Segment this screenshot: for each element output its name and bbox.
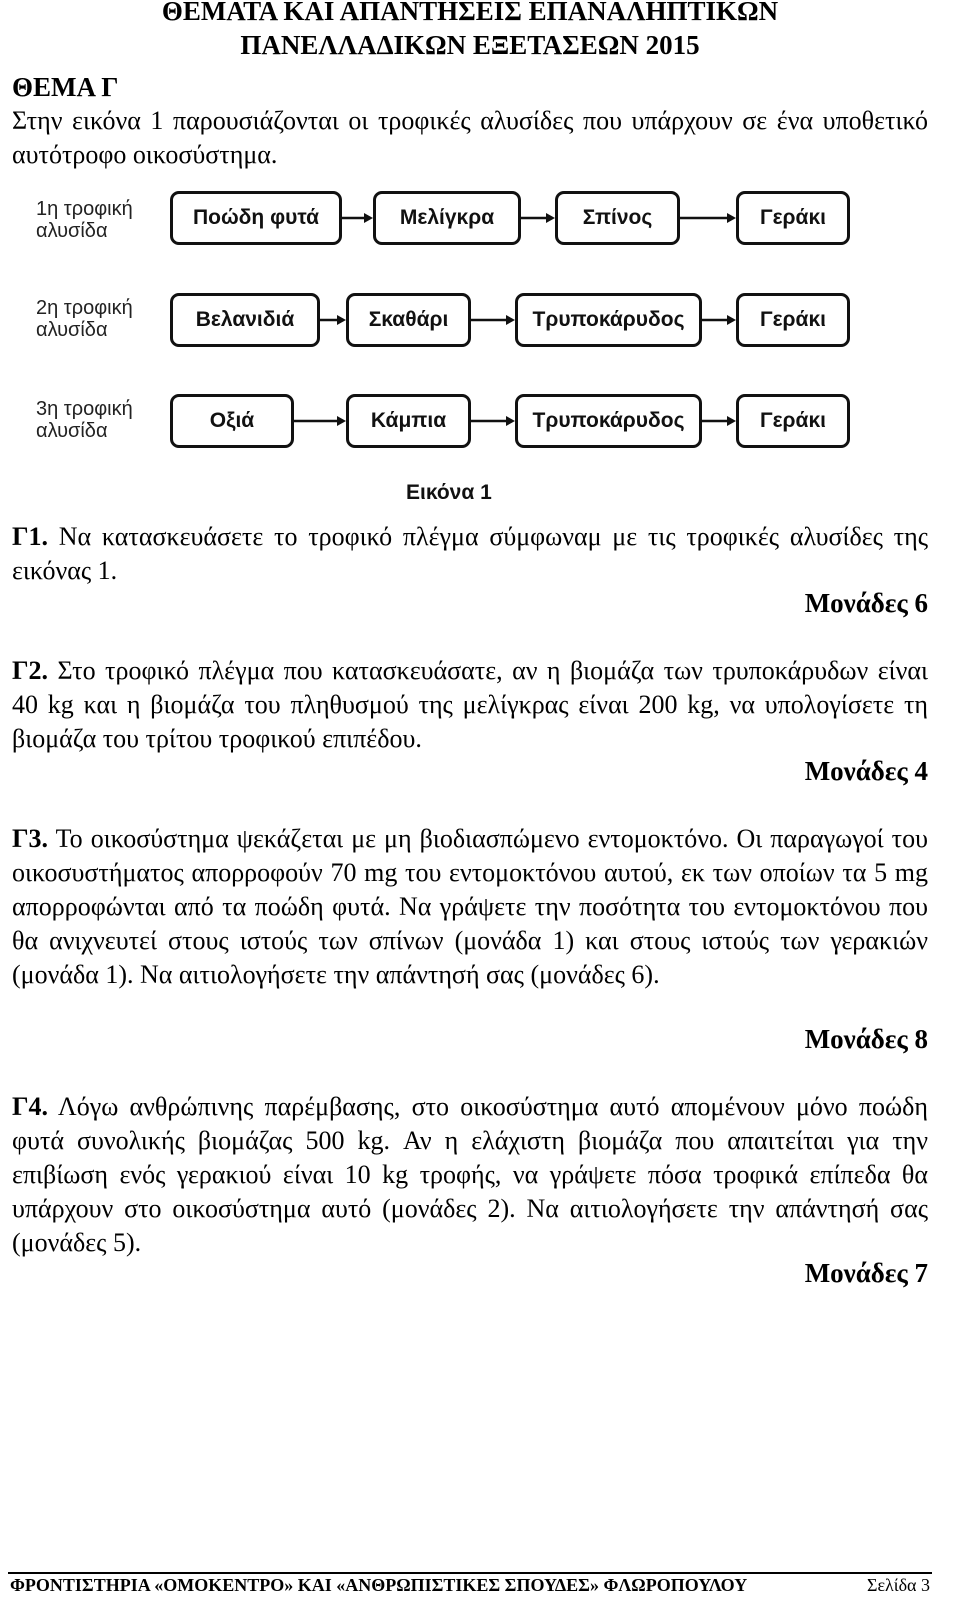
arrow-right-icon — [342, 212, 373, 224]
arrow-right-icon — [320, 314, 346, 326]
chain1-node-finch: Σπίνος — [555, 191, 680, 245]
chain2-node-oak: Βελανιδιά — [170, 293, 320, 347]
page-number: Σελίδα 3 — [866, 1575, 930, 1595]
chain1-node-herbaceous-plants: Ποώδη φυτά — [170, 191, 342, 245]
chain-label: 3η τροφική αλυσίδα — [36, 398, 133, 442]
marks-label: Μονάδες 7 — [804, 1258, 928, 1288]
marks-label: Μονάδες 6 — [804, 588, 928, 618]
marks-label: Μονάδες 8 — [804, 1024, 928, 1054]
question-g3 — [12, 822, 928, 992]
question-number: Γ2. — [12, 656, 49, 685]
chain2-node-woodpecker: Τρυποκάρυδος — [515, 293, 702, 347]
arrow-right-icon — [294, 415, 346, 427]
footer-text: ΦΡΟΝΤΙΣΤΗΡΙΑ «ΟΜΟΚΕΝΤΡΟ» ΚΑΙ «ΑΝΘΡΩΠΙΣΤΙΚΕΣ ΣΠΟΥΔΕΣ» ΦΛΩΡΟΠΟΥΛΟΥ — [10, 1575, 748, 1595]
chain-label: 2η τροφική αλυσίδα — [36, 297, 133, 341]
question-text: Στο τροφικό πλέγμα που κατασκευάσατε, αν η βιομάζα των τρυποκάρυδων είναι 40 kg και η βιομάζα του πληθυσμού της μελίγκρας είναι 200 kg, να υπολογίσετε τη βιομάζα του τρίτου τροφικού επιπέδου. — [12, 656, 928, 753]
arrow-right-icon — [680, 212, 736, 224]
chain3-node-woodpecker: Τρυποκάρυδος — [515, 394, 702, 448]
arrow-right-icon — [471, 415, 515, 427]
chain2-node-beetle: Σκαθάρι — [346, 293, 471, 347]
question-number: Γ1. — [12, 522, 49, 551]
page-footer — [10, 1575, 930, 1596]
chain3-node-beech: Οξιά — [170, 394, 294, 448]
chain-label: 1η τροφική αλυσίδα — [36, 198, 133, 242]
question-g1 — [12, 520, 928, 588]
chain1-node-hawk: Γεράκι — [736, 191, 850, 245]
footer-divider — [8, 1572, 932, 1574]
arrow-right-icon — [702, 314, 736, 326]
arrow-right-icon — [471, 314, 515, 326]
chain3-node-caterpillar: Κάμπια — [346, 394, 471, 448]
chain2-node-hawk: Γεράκι — [736, 293, 850, 347]
document-title-line1: ΘΕΜΑΤΑ ΚΑΙ ΑΠΑΝΤΗΣΕΙΣ ΕΠΑΝΑΛΗΠΤΙΚΩΝ — [161, 0, 779, 26]
chain1-node-aphid: Μελίγκρα — [373, 191, 521, 245]
figure-caption: Εικόνα 1 — [406, 481, 492, 504]
marks-label: Μονάδες 4 — [804, 756, 928, 786]
arrow-right-icon — [702, 415, 736, 427]
chain3-node-hawk: Γεράκι — [736, 394, 850, 448]
intro-paragraph: Στην εικόνα 1 παρουσιάζονται οι τροφικές αλυσίδες που υπάρχουν σε ένα υποθετικό αυτότροφο οικοσύστημα. — [12, 106, 928, 169]
question-text: Το οικοσύστημα ψεκάζεται με μη βιοδιασπώμενο εντομοκτόνο. Οι παραγωγοί του οικοσυστήματος απορροφούν 70 mg του εντομοκτόνου αυτού, εκ των οποίων τα 5 mg απορροφώνται από τα ποώδη φυτά. Να γράψετε την ποσότητα του εντομοκτόνου που θα ανιχνευτεί στους ιστούς των σπίνων (μονάδα 1) και στους ιστούς των γερακιών (μονάδα 1). Να αιτιολογήσετε την απάντησή σας (μονάδες 6). — [12, 824, 929, 989]
question-number: Γ3. — [12, 824, 49, 853]
document-title-line2: ΠΑΝΕΛΛΑΔΙΚΩΝ ΕΞΕΤΑΣΕΩΝ 2015 — [240, 30, 700, 60]
question-g4 — [12, 1090, 928, 1260]
section-title: ΘΕΜΑ Γ — [12, 72, 119, 102]
arrow-right-icon — [521, 212, 555, 224]
food-chains-figure — [28, 192, 888, 522]
question-text: Να κατασκευάσετε το τροφικό πλέγμα σύμφωναμ με τις τροφικές αλυσίδες της εικόνας 1. — [12, 522, 929, 585]
question-number: Γ4. — [12, 1092, 49, 1121]
question-g2 — [12, 654, 928, 756]
question-text: Λόγω ανθρώπινης παρέμβασης, στο οικοσύστημα αυτό απομένουν μόνο ποώδη φυτά συνολικής βιομάζας 500 kg. Αν η ελάχιστη βιομάζα που απαιτείται για την επιβίωση ενός γερακιού είναι 10 kg τροφής, να γράψετε πόσα τροφικά επίπεδα θα υπάρχουν στο οικοσύστημα αυτό (μονάδες 2). Να αιτιολογήσετε την απάντησή σας (μονάδες 5). — [12, 1092, 928, 1257]
